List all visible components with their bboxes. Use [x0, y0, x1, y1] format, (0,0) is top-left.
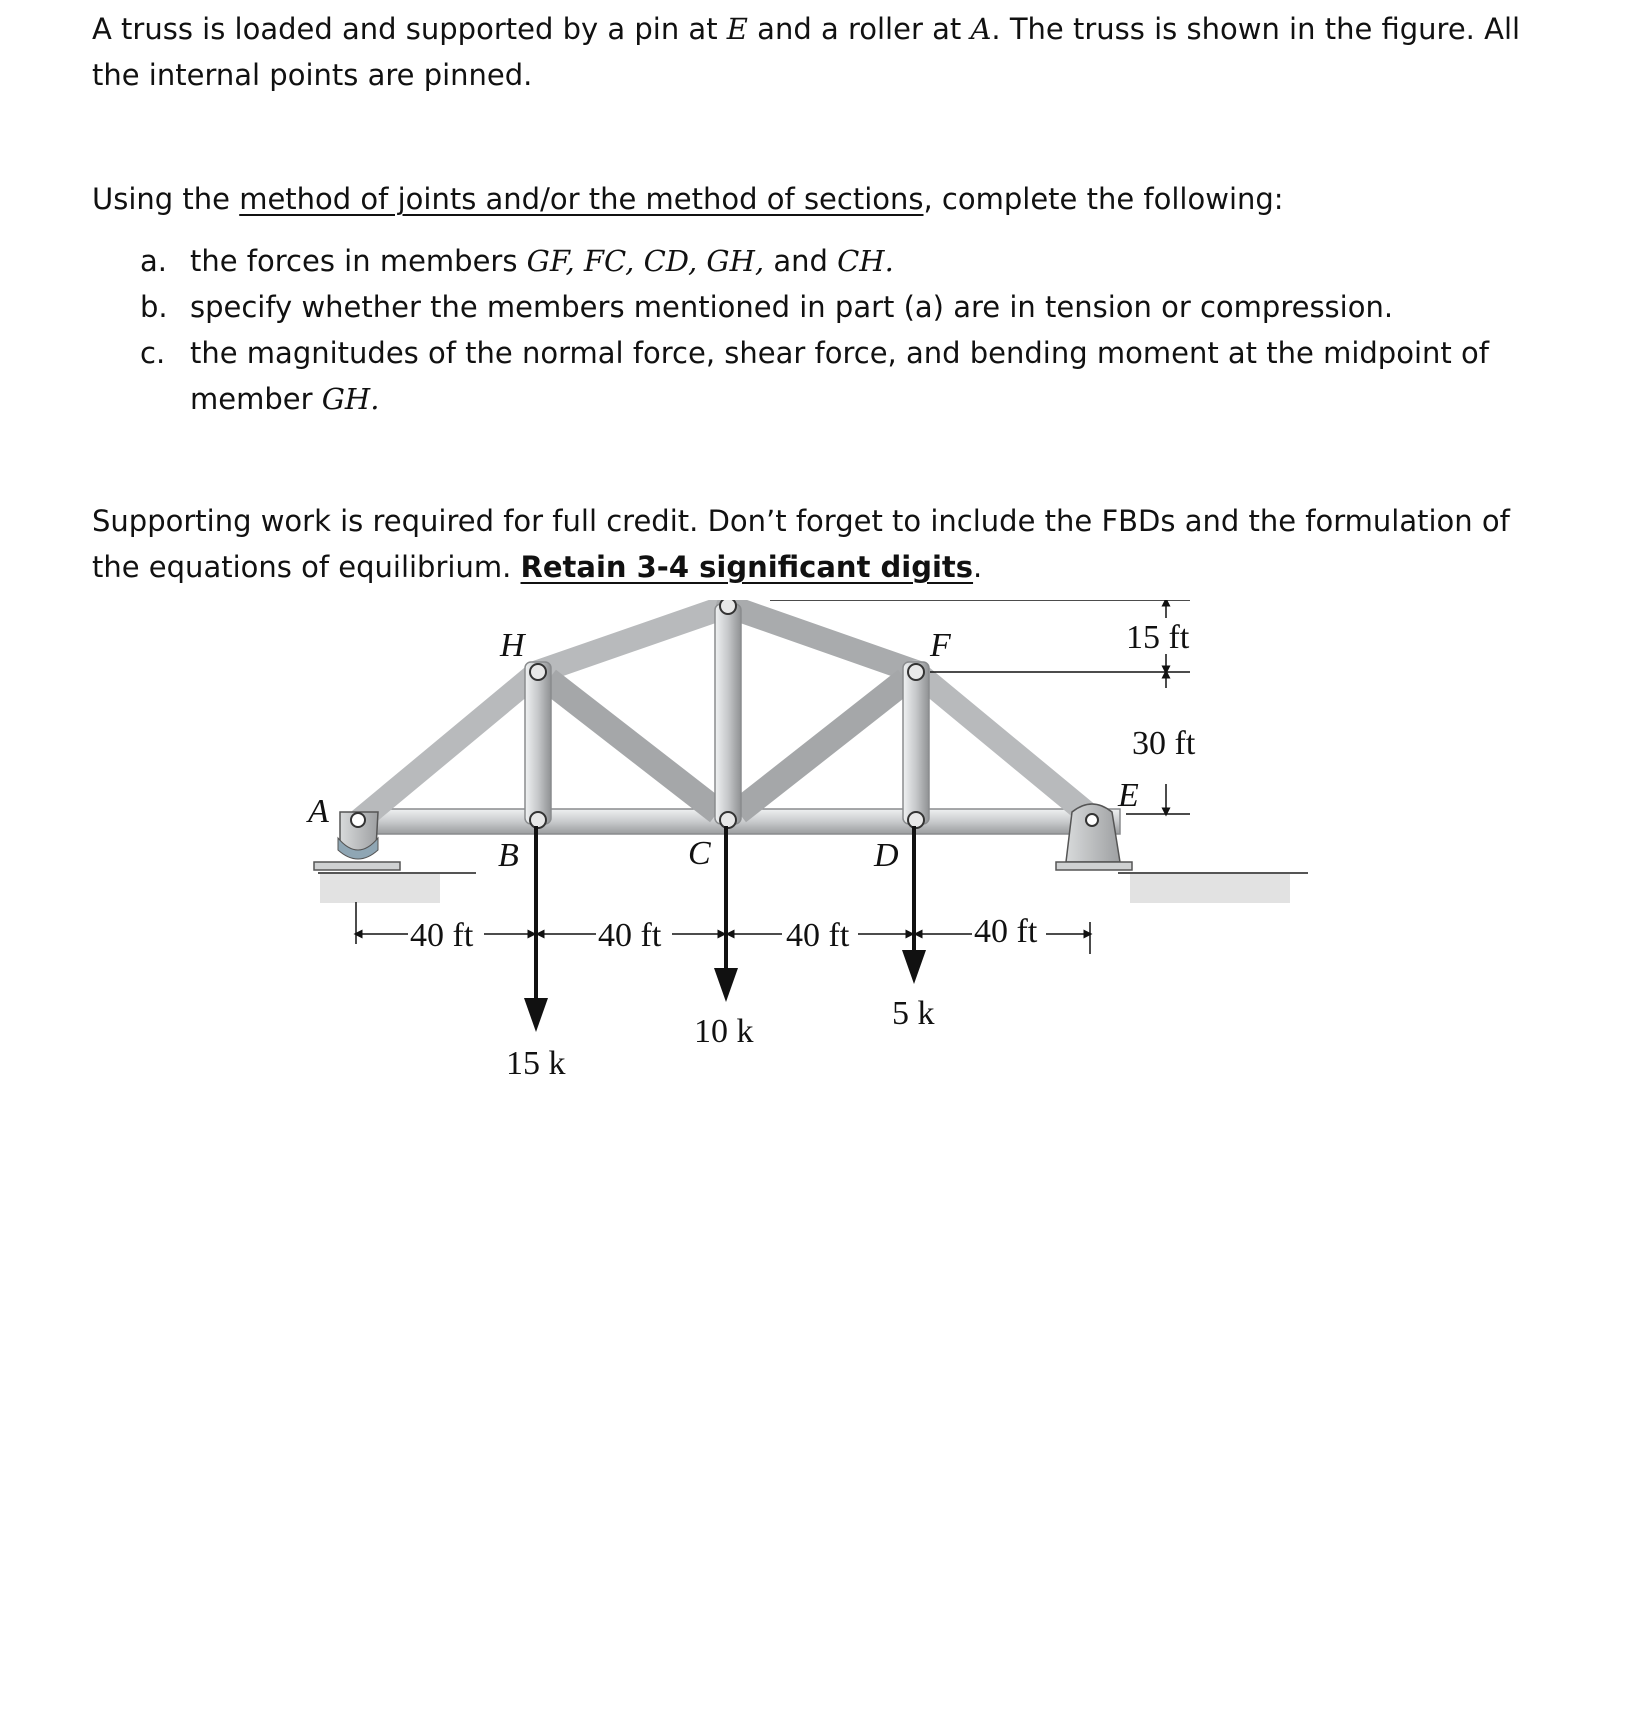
ground-left: [318, 873, 476, 903]
instruction-prefix: Using the: [92, 182, 240, 216]
instruction-paragraph: [92, 176, 1562, 222]
part-a: [140, 238, 1560, 284]
load-arrowhead-c: [714, 968, 738, 1002]
roller-variable: A: [970, 12, 992, 46]
joint-label-c: C: [688, 835, 711, 872]
part-c-member-gh: GH.: [321, 382, 380, 416]
part-a-member-ch: CH.: [837, 244, 894, 278]
pin-b: [530, 812, 546, 828]
pin-c: [720, 812, 736, 828]
significant-digits-emphasis: Retain 3-4 significant digits: [520, 550, 974, 584]
height-label-upper: 15 ft: [1126, 619, 1190, 656]
support-paragraph: [92, 498, 1562, 590]
part-a-members: GF, FC, CD, GH,: [526, 244, 765, 278]
part-c-text: the magnitudes of the normal force, shear force, and bending moment at the midpoint of member: [190, 336, 1489, 416]
question-parts-list: [140, 238, 1560, 422]
joint-label-b: B: [498, 837, 519, 874]
joint-label-f: F: [930, 627, 951, 664]
pin-f: [908, 664, 924, 680]
load-label-b: 15 k: [506, 1045, 566, 1082]
member-fe: [916, 672, 1095, 820]
joint-label-h: H: [500, 627, 525, 664]
intro-text-2: and a roller at: [747, 12, 971, 46]
instruction-suffix: , complete the following:: [923, 182, 1284, 216]
part-c-label: c.: [140, 336, 166, 370]
part-b-text: specify whether the members mentioned in part (a) are in tension or compression.: [190, 290, 1394, 324]
support-end: .: [973, 550, 983, 584]
member-gc: [715, 604, 741, 824]
height-label-lower: 30 ft: [1132, 725, 1196, 762]
member-gf: [728, 606, 916, 672]
intro-text-3: . The truss is shown in the figure. All the internal points are pinned.: [92, 12, 1521, 92]
member-hc: [548, 680, 718, 812]
joint-label-d: D: [874, 837, 899, 874]
part-c: [140, 330, 1560, 422]
span-label-cd: 40 ft: [786, 917, 850, 954]
member-ah: [360, 672, 538, 820]
load-label-c: 10 k: [694, 1013, 754, 1050]
pin-variable: E: [726, 12, 748, 46]
intro-text-1: A truss is loaded and supported by a pin at: [92, 12, 727, 46]
ground-right: [1118, 873, 1308, 903]
load-arrowhead-b: [524, 998, 548, 1032]
span-label-bc: 40 ft: [598, 917, 662, 954]
part-a-label: a.: [140, 244, 167, 278]
member-fd: [903, 662, 929, 824]
member-fc: [738, 680, 906, 812]
part-b-label: b.: [140, 290, 168, 324]
joint-label-e: E: [1118, 777, 1139, 814]
pin-h: [530, 664, 546, 680]
part-b: [140, 284, 1560, 330]
pin-d: [908, 812, 924, 828]
span-label-ab: 40 ft: [410, 917, 474, 954]
intro-paragraph: [92, 6, 1562, 98]
span-label-de: 40 ft: [974, 913, 1038, 950]
methods-underlined-text: method of joints and/or the method of sections: [239, 182, 924, 216]
member-hg: [538, 606, 728, 672]
support-text: Supporting work is required for full credit. Don’t forget to include the FBDs and the formulation of the equations of equilibrium.: [92, 504, 1510, 584]
member-hb: [525, 662, 551, 824]
joint-label-a: A: [308, 793, 329, 830]
part-a-and: and: [764, 244, 838, 278]
part-a-text: the forces in members: [190, 244, 527, 278]
pin-g: [720, 600, 736, 614]
load-arrowhead-d: [902, 950, 926, 984]
truss-figure: [300, 600, 1360, 1200]
load-label-d: 5 k: [892, 995, 935, 1032]
